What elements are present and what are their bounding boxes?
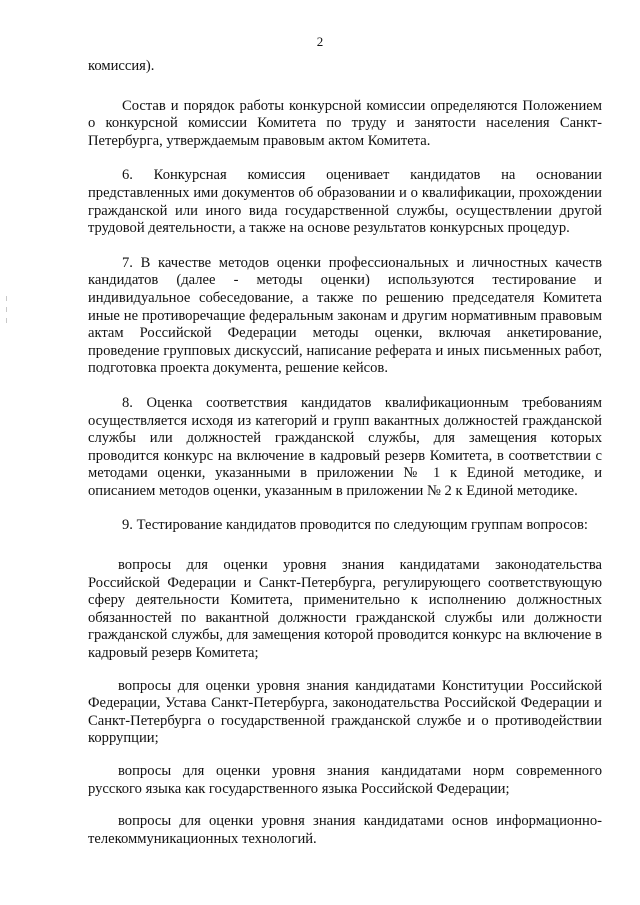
paragraph-8: 8. Оценка соответствия кандидатов квалификационным требованиям осуществляется исходя из категорий и групп вакантных должностей гражданской службы или должностей гражданской службы, для замещения которых проводится конкурс на включение в кадровый резерв Комитета, в соответствии с методами оценки, указанными в приложении № 1 к Единой методике, и описанием методов оценки, указанным в приложении № 2 к Единой методике. — [88, 394, 602, 499]
list-item-question-group: вопросы для оценки уровня знания кандидатами Конституции Российской Федерации, Устава Санкт-Петербурга, законодательства Российской Федерации и Санкт-Петербурга о государственной гражданской службе и о противодействии коррупции; — [88, 677, 602, 747]
margin-mark — [6, 318, 7, 323]
list-item-question-group: вопросы для оценки уровня знания кандидатами основ информационно-телекоммуникационных технологий. — [88, 813, 602, 847]
paragraph-9: 9. Тестирование кандидатов проводится по следующим группам вопросов: — [122, 517, 588, 534]
list-item-question-group: вопросы для оценки уровня знания кандидатами законодательства Российской Федерации и Санкт-Петербурга, регулирующего соответствующую сферу деятельности Комитета, применительно к исполнению должностных обязанностей по вакантной должности гражданской службы или должности гражданской службы, для замещения которой проводится конкурс на включение в кадровый резерв Комитета; — [88, 557, 602, 662]
list-item-question-group: вопросы для оценки уровня знания кандидатами норм современного русского языка как государственного языка Российской Федерации; — [88, 763, 602, 797]
paragraph-composition: Состав и порядок работы конкурсной комиссии определяются Положением о конкурсной комиссии Комитета по труду и занятости населения Санкт-Петербурга, утверждаемым правовым актом Комитета. — [88, 97, 602, 149]
margin-mark — [6, 296, 7, 301]
margin-mark — [6, 307, 7, 312]
paragraph-6: 6. Конкурсная комиссия оценивает кандидатов на основании представленных ими документов об образовании и о квалификации, прохождении гражданской или иного вида государственной службы, осуществлении другой трудовой деятельности, а также на основе результатов конкурсных процедур. — [88, 167, 602, 237]
page-number: 2 — [316, 34, 324, 49]
paragraph-continuation: комиссия). — [88, 58, 155, 74]
document-body — [88, 58, 602, 863]
scan-margin-marks — [4, 290, 10, 350]
paragraph-7: 7. В качестве методов оценки профессиональных и личностных качеств кандидатов (далее - методы оценки) используются тестирование и индивидуальное собеседование, а также по решению председателя Комитета иные не противоречащие федеральным законам и другим нормативным правовым актам Российской Федерации методы оценки, включая анкетирование, проведение групповых дискуссий, написание реферата и иных письменных работ, подготовка проекта документа, решение кейсов. — [88, 254, 602, 377]
